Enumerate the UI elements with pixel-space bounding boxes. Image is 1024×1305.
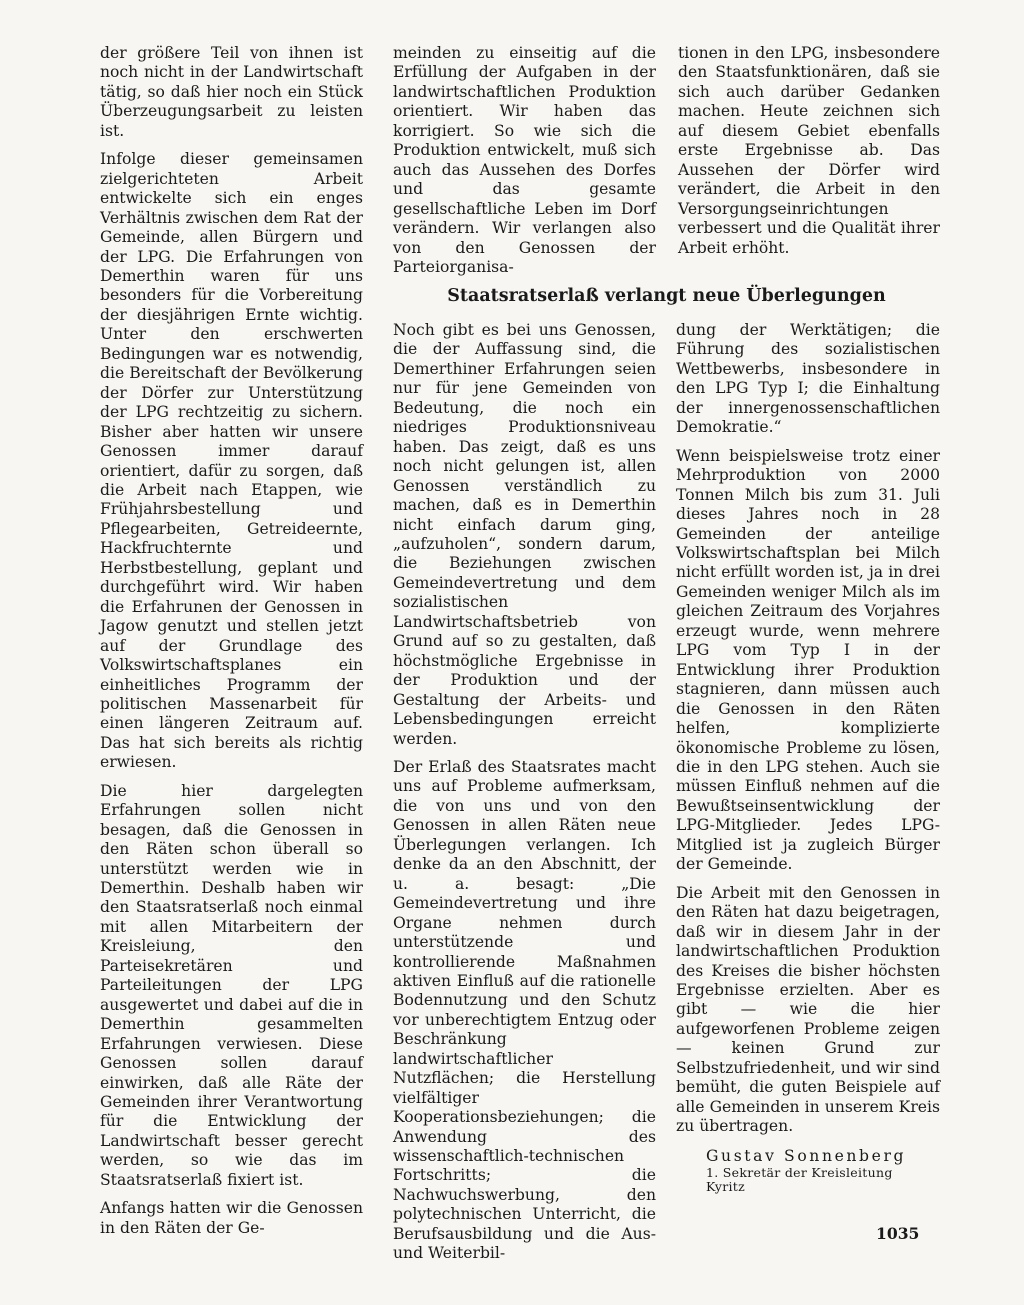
column-2-top	[393, 44, 656, 277]
paragraph: Die Arbeit mit den Genossen in den Räten hat dazu beigetragen, daß wir in diesem Jahr in der landwirtschaftlichen Produktion des Kreises die bisher höchsten Ergebnisse erzielten. Aber es gibt — wie die hier aufgeworfenen Probleme zeigen — keinen Grund zur Selbstzufriedenheit, und wir sind bemüht, die guten Beispiele auf alle Gemeinden in unserem Kreis zu übertragen.	[676, 883, 940, 1136]
section-heading: Staatsratserlaß verlangt neue Überlegungen	[447, 286, 886, 306]
paragraph: dung der Werktätigen; die Führung des sozialistischen Wettbewerbs, insbesondere in den LPG Typ I; die Einhaltung der innergenossenschaftlichen Demokratie.“	[676, 321, 940, 437]
paragraph: Der Erlaß des Staatsrates macht uns auf Probleme aufmerksam, die von uns und von den Genossen in allen Räten neue Überlegungen verlangen. Ich denke da an den Abschnitt, der u. a. besagt: „Die Gemeindevertretung und ihre Organe nehmen durch unterstützende und kontrollierende Maßnahmen aktiven Einfluß auf die rationelle Bodennutzung und den Schutz vor unberechtigtem Entzug oder Beschränkung landwirtschaftlicher Nutzflächen; die Herstellung vielfältiger Kooperationsbeziehungen; die Anwendung des wissenschaftlich-technischen Fortschritts; die Nachwuchswerbung, den polytechnischen Unterricht, die Berufsausbildung und die Aus- und Weiterbil-	[393, 757, 656, 1263]
paragraph: Infolge dieser gemeinsamen zielgerichteten Arbeit entwickelte sich ein enges Verhältnis zwischen dem Rat der Gemeinde, allen Bürgern und der LPG. Die Erfahrungen von Demerthin waren für uns besonders für die Vorbereitung der diesjährigen Ernte wichtig. Unter den erschwerten Bedingungen war es notwendig, die Bereitschaft der Bevölkerung der Dörfer zur Unterstützung der LPG rechtzeitig zu sichern. Bisher aber hatten wir unsere Genossen immer darauf orientiert, dafür zu sorgen, daß die Arbeit nach Etappen, wie Frühjahrsbestellung und Pflegearbeiten, Getreideernte, Hackfruchternte und Herbstbestellung, geplant und durchgeführt wird. Wir haben die Erfahrunen der Genossen in Jagow genutzt und stellen jetzt auf der Grundlage des Volkswirtschaftsplanes ein einheitliches Programm der politischen Massenarbeit für einen längeren Zeitraum auf. Das hat sich bereits als richtig erwiesen.	[100, 150, 363, 772]
paragraph: Die hier dargelegten Erfahrungen sollen nicht besagen, daß die Genossen in den Räten schon überall so unterstützt werden wie in Demerthin. Deshalb haben wir den Staatsratserlaß noch einmal mit allen Mitarbeitern der Kreisleiung, den Parteisekretären und Parteileitungen der LPG ausgewertet und dabei auf die in Demerthin gesammelten Erfahrungen verwiesen. Diese Genossen sollen darauf einwirken, daß alle Räte der Gemeinden ihrer Verantwortung für die Entwicklung der Landwirtschaft besser gerecht werden, so wie das im Staatsratserlaß fixiert ist.	[100, 781, 363, 1189]
page-number: 1035	[876, 1224, 920, 1243]
paragraph: Wenn beispielsweise trotz einer Mehrproduktion von 2000 Tonnen Milch bis zum 31. Juli dieses Jahres noch in 28 Gemeinden der anteilige Volkswirtschaftsplan bei Milch nicht erfüllt worden ist, ja in drei Gemeinden weniger Milch als im gleichen Zeitraum des Vorjahres erzeugt wurde, wenn mehrere LPG vom Typ I in der Entwicklung ihrer Produktion stagnieren, dann müssen auch die Genossen in den Räten helfen, komplizierte ökonomische Probleme zu lösen, die in den LPG stehen. Auch sie müssen Einfluß nehmen auf die Bewußtseinsentwicklung der LPG-Mitglieder. Jedes LPG-Mitglied ist ja zugleich Bürger der Gemeinde.	[676, 446, 940, 874]
column-3-top	[678, 44, 940, 258]
author-role: 1. Sekretär der Kreisleitung	[706, 1164, 893, 1180]
author-signature	[676, 1146, 940, 1194]
paragraph: Anfangs hatten wir die Genossen in den Räten der Ge-	[100, 1199, 363, 1237]
author-location: Kyritz	[706, 1178, 745, 1194]
paragraph: meinden zu einseitig auf die Erfüllung der Aufgaben in der landwirtschaftlichen Produktion orientiert. Wir haben das korrigiert. So wie sich die Produktion entwickelt, muß sich auch das Aussehen des Dorfes und das gesamte gesellschaftliche Leben im Dorf verändern. Wir verlangen also von den Genossen der Parteiorganisa-	[393, 44, 656, 276]
column-3-bottom	[676, 321, 940, 1194]
paragraph: Noch gibt es bei uns Genossen, die der Auffassung sind, die Demerthiner Erfahrungen seien nur für jene Gemeinden von Bedeutung, die noch ein niedriges Produktionsniveau haben. Das zeigt, daß es uns noch nicht gelungen ist, allen Genossen verständlich zu machen, daß es in Demerthin nicht einfach darum ging, „aufzuholen“, sondern darum, die Beziehungen zwischen Gemeindevertretung und dem sozialistischen Landwirtschaftsbetrieb von Grund auf so zu gestalten, daß höchstmögliche Ergebnisse in der Produktion und der Gestaltung der Arbeits- und Lebensbedingungen erreicht werden.	[393, 321, 656, 748]
author-name: Gustav Sonnenberg	[706, 1146, 907, 1165]
column-2-bottom	[393, 321, 656, 1264]
paragraph: tionen in den LPG, insbesondere den Staatsfunktionären, daß sie sich auch darüber Gedanken machen. Heute zeichnen sich auf diesem Gebiet ebenfalls erste Ergebnisse ab. Das Aussehen der Dörfer wird verändert, die Arbeit in den Versorgungseinrichtungen verbessert und die Qualität ihrer Arbeit erhöht.	[678, 44, 940, 257]
paragraph: der größere Teil von ihnen ist noch nicht in der Landwirtschaft tätig, so daß hier noch ein Stück Überzeugungsarbeit zu leisten ist.	[100, 44, 363, 140]
column-1	[100, 44, 363, 1238]
